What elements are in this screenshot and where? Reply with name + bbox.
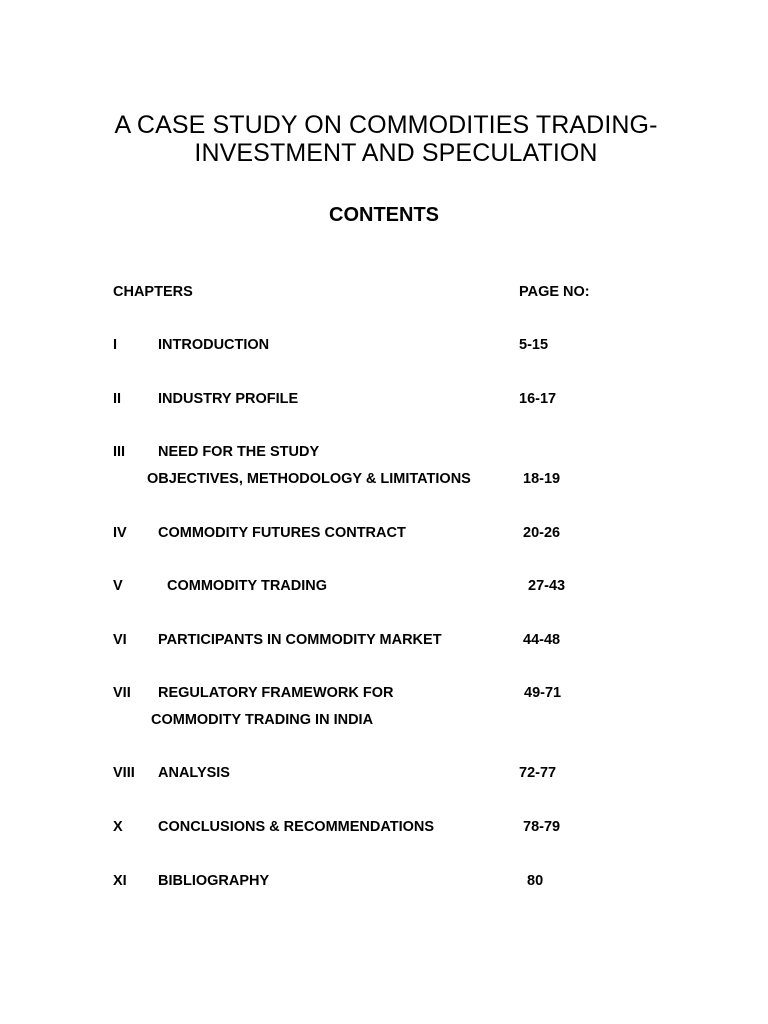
toc-entry-title: ANALYSIS xyxy=(158,765,230,781)
toc-entry-pages: 80 xyxy=(527,873,544,889)
page-number-column-header: PAGE NO: xyxy=(519,284,590,300)
toc-entry-title: COMMODITY FUTURES CONTRACT xyxy=(158,525,406,541)
toc-entry-pages: 18-19 xyxy=(523,471,561,487)
toc-entry-numeral: I xyxy=(113,337,118,353)
toc-entry-pages: 49-71 xyxy=(524,685,562,701)
chapters-column-header: CHAPTERS xyxy=(113,284,193,300)
toc-entry-title: BIBLIOGRAPHY xyxy=(158,873,270,889)
toc-entry-numeral: III xyxy=(113,444,126,460)
document-title-line-2: INVESTMENT AND SPECULATION xyxy=(194,139,598,167)
contents-heading: CONTENTS xyxy=(329,204,439,226)
toc-entry-numeral: IV xyxy=(113,525,127,541)
toc-entry-pages: 16-17 xyxy=(519,391,557,407)
toc-entry-title: PARTICIPANTS IN COMMODITY MARKET xyxy=(158,632,442,648)
toc-entry-pages: 72-77 xyxy=(519,765,557,781)
toc-entry-numeral: II xyxy=(113,391,122,407)
toc-entry-subtitle: OBJECTIVES, METHODOLOGY & LIMITATIONS xyxy=(147,471,471,487)
toc-entry-numeral: VIII xyxy=(113,765,135,781)
toc-entry-pages: 5-15 xyxy=(519,337,549,353)
toc-entry-pages: 78-79 xyxy=(523,819,561,835)
toc-entry-pages: 27-43 xyxy=(528,578,566,594)
toc-entry-title: CONCLUSIONS & RECOMMENDATIONS xyxy=(158,819,435,835)
toc-entry-numeral: VII xyxy=(113,685,131,701)
toc-entry-title: INTRODUCTION xyxy=(158,337,270,353)
toc-entry-numeral: V xyxy=(113,578,123,594)
toc-entry-numeral: XI xyxy=(113,873,127,889)
toc-entry-title: REGULATORY FRAMEWORK FOR xyxy=(158,685,394,701)
document-title-line-1: A CASE STUDY ON COMMODITIES TRADING- xyxy=(114,111,658,139)
toc-entry-numeral: X xyxy=(113,819,123,835)
toc-entry-subtitle: COMMODITY TRADING IN INDIA xyxy=(151,712,374,728)
toc-entry-title: NEED FOR THE STUDY xyxy=(158,444,320,460)
toc-entry-title: INDUSTRY PROFILE xyxy=(158,391,299,407)
toc-entry-numeral: VI xyxy=(113,632,127,648)
toc-entry-title: COMMODITY TRADING xyxy=(167,578,328,594)
toc-entry-pages: 44-48 xyxy=(523,632,561,648)
toc-entry-pages: 20-26 xyxy=(523,525,561,541)
